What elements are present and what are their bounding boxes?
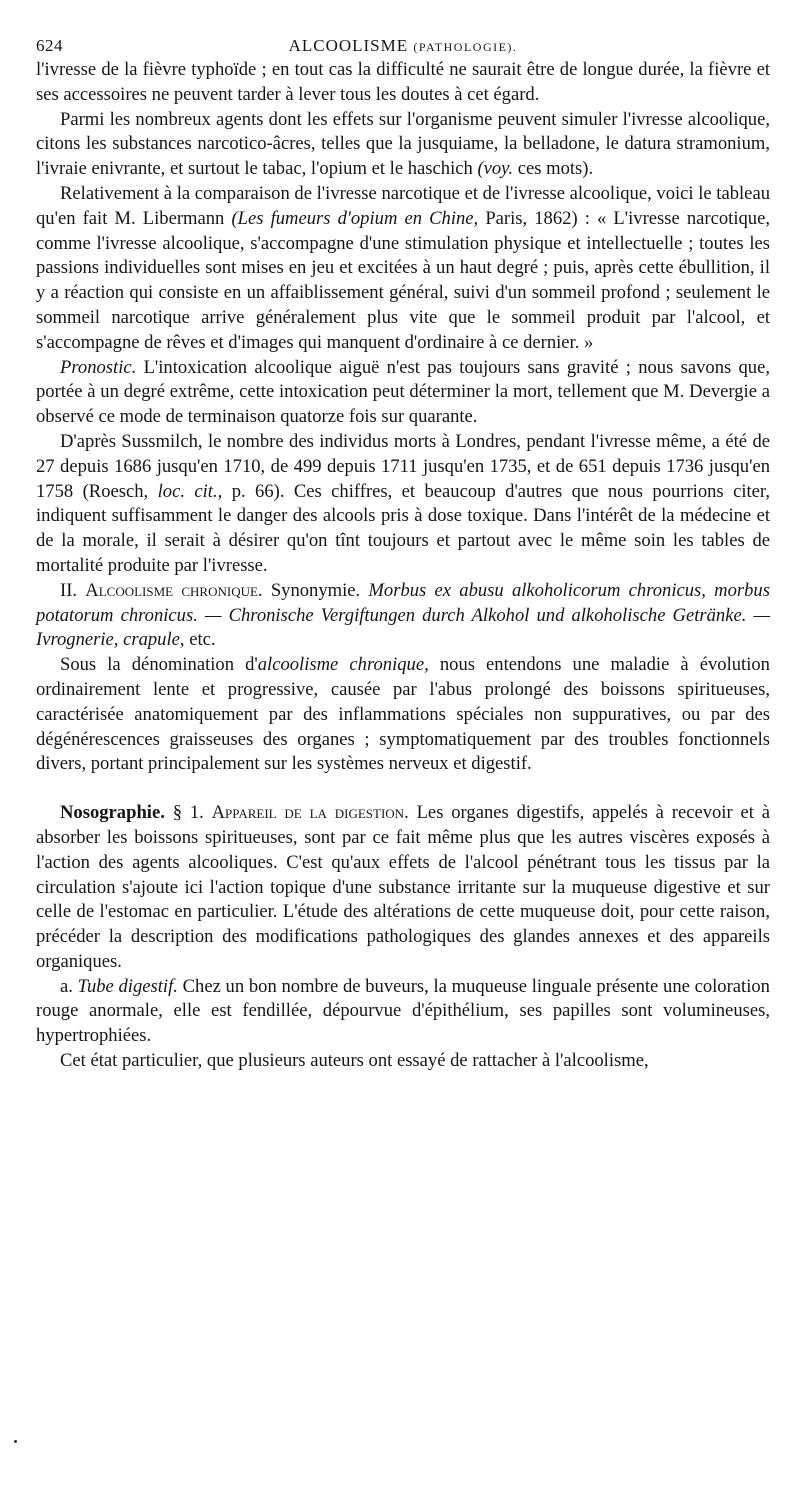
section-number: II. — [60, 579, 78, 601]
running-title — [36, 34, 770, 60]
section-gap — [36, 777, 770, 801]
paragraph-alcoolisme-chronique — [36, 579, 770, 653]
tube-digestif-letter: a. — [60, 975, 73, 997]
paragraph-2 — [36, 108, 770, 182]
paragraph-5-text-b: p. 66). Ces chiffres, et beaucoup d'autres que nous pourrions citer, indiquent suffisamment le danger des alcools pris à dose toxique. Dans l'intérêt de la médecine et de la morale, il serait à désirer qu'on tînt toujours et partout avec le même soin les tables de mortalité produite par l'ivresse. — [36, 480, 771, 576]
paragraph-5-citation: loc. cit., — [157, 480, 223, 502]
paragraph-nosographie — [36, 801, 770, 975]
paragraph-pronostic — [36, 356, 770, 430]
synonym-latin: Morbus ex abusu alkoholicorum chronicus, morbus potatorum chronicus. — — [36, 579, 770, 626]
pronostic-label: Pronostic. — [60, 356, 137, 378]
definition-text-b: nous entendons une maladie à évolution ordinairement lente et progressive, causée par l'abus prolongé des boissons spiritueuses, caractérisée anatomiquement par des inflammations spéciales non suppuratives, ou par des dégénérescences graisseuses des organes ; symptomatiquement par des troubles fonctionnels divers, portant principalement sur les systèmes nerveux et digestif. — [36, 654, 770, 775]
synonym-french: Ivrognerie, crapule, — [36, 629, 185, 651]
paragraph-3-text-a: Relativement à la comparaison de l'ivresse narcotique et de l'ivresse alcoolique, voici le tableau qu'en fait M. Libermann — [36, 182, 770, 229]
running-title-main: ALCOOLISME — [288, 36, 409, 55]
paragraph-5-text-a: D'après Sussmilch, le nombre des individus morts à Londres, pendant l'ivresse même, a été de 27 depuis 1686 jusqu'en 1710, de 499 depuis 1711 jusqu'en 1735, et de 651 depuis 1736 jusqu'en 1758 (Roesch, — [36, 430, 770, 502]
paragraph-last: Cet état particulier, que plusieurs auteurs ont essayé de rattacher à l'alcoolisme, — [60, 1050, 649, 1072]
page-number: 624 — [36, 36, 63, 55]
paragraph-3 — [36, 182, 770, 356]
definition-term: alcoolisme chronique, — [257, 654, 429, 676]
tube-digestif-heading: Tube digestif. — [77, 975, 178, 997]
paragraph-definition — [36, 653, 770, 777]
pronostic-text: L'intoxication alcoolique aiguë n'est pas toujours sans gravité ; nous savons que, portée à un degré extrême, cette intoxication peut déterminer la mort, tellement que M. Devergie a observé ce mode de terminaison quatorze fois sur quarante. — [36, 356, 771, 428]
paragraph-2-ref: (voy. — [477, 158, 514, 180]
synonym-end: etc. — [189, 629, 216, 651]
definition-text-a: Sous la dénomination d' — [60, 654, 258, 676]
nosographie-text: Les organes digestifs, appelés à recevoir et à absorber les boissons spiritueuses, sont par ce fait même plus que les autres viscères exposés à l'action des agents alcooliques. C'est qu'aux effets de l'alcool pénétrant tous les tissus par la circulation s'ajoute ici l'action topique d'une substance irritante sur la muqueuse digestive et sur celle de l'estomac en particulier. L'étude des altérations de cette muqueuse doit, pour cette raison, précéder la description des modifications pathologiques des glandes annexes et des appareils organiques. — [36, 802, 770, 972]
running-title-section: (PATHOLOGIE). — [413, 40, 518, 54]
nosographie-heading: Appareil de la digestion. — [211, 802, 409, 824]
paragraph-tube-digestif — [36, 975, 770, 1049]
synonymie-label: Synonymie. — [270, 579, 361, 601]
section-heading: Alcoolisme chronique. — [85, 579, 263, 601]
paragraph-1: l'ivresse de la fièvre typhoïde ; en tout cas la difficulté ne saurait être de longue durée, la fièvre et ses accessoires ne peuvent tarder à lever tous les doutes à cet égard. — [36, 59, 770, 105]
paragraph-2-end: ces mots). — [517, 158, 594, 180]
paragraph-3-text-b: Paris, 1862) : « L'ivresse narcotique, comme l'ivresse alcoolique, s'accompagne d'une stimulation physique et intellectuelle ; toutes les passions individuelles sont mises en jeu et excitées à un haut degré ; puis, après cette ébullition, il y a réaction qui consiste en un affaiblissement général, suivi d'un sommeil profond ; seulement le sommeil narcotique arrive généralement plus vite que le sommeil produit par l'alcool, et s'accompagne de rêves et d'images qui manquent d'ordinaire à ce dernier. » — [36, 207, 770, 353]
nosographie-label: Nosographie. — [60, 802, 165, 824]
tube-digestif-text: Chez un bon nombre de buveurs, la muqueuse linguale présente une coloration rouge anormale, elle est fendillée, dépourvue d'épithélium, ses papilles sont volumineuses, hypertrophiées. — [36, 975, 770, 1047]
nosographie-section-mark: § 1. — [172, 802, 204, 824]
paragraph-3-citation: (Les fumeurs d'opium en Chine, — [231, 207, 479, 229]
synonym-german: Chronische Vergiftungen durch Alkohol und alkoholische Getränke. — — [228, 604, 770, 626]
running-header — [36, 28, 770, 58]
ink-speck — [14, 1440, 17, 1443]
paragraph-2-text: Parmi les nombreux agents dont les effets sur l'organisme peuvent simuler l'ivresse alcoolique, citons les substances narcotico-âcres, telles que la jusquiame, la belladone, le datura stramonium, l'ivraie enivrante, et surtout le tabac, l'opium et le haschich — [36, 108, 770, 180]
paragraph-5 — [36, 430, 770, 579]
